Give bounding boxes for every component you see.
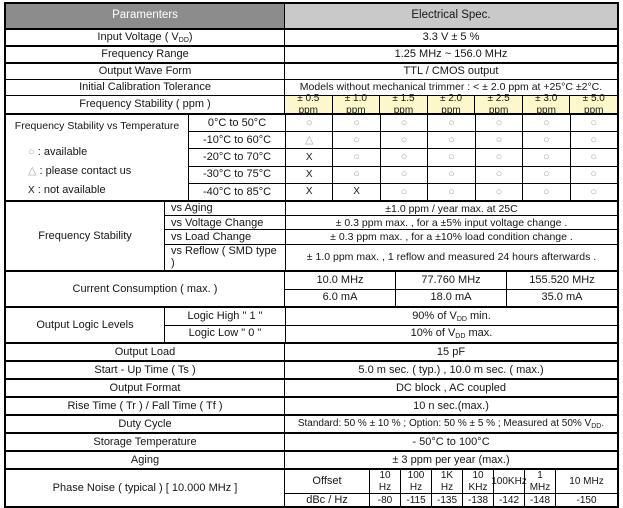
availability-cell: ○ — [522, 132, 569, 148]
availability-cell: ○ — [380, 167, 427, 183]
availability-cell: X — [332, 184, 379, 200]
temp-range: 0°C to 50°C — [207, 116, 267, 129]
stability-row-value: ± 1.0 ppm max. , 1 reflow and measured 24 hours afterwards . — [285, 245, 617, 270]
value-post: min. — [466, 309, 491, 322]
circle-symbol: ○ — [28, 146, 35, 158]
startup-time-value: 5.0 m sec. ( typ.) , 10.0 m sec. ( max.) — [284, 362, 617, 378]
availability-legend — [6, 143, 188, 200]
phase-noise-value: -148 — [524, 494, 555, 507]
offset-label: Offset — [312, 475, 342, 488]
vdd-subscript: DD — [178, 37, 189, 45]
logic-row — [165, 325, 617, 343]
availability-cell: ○ — [332, 115, 379, 131]
electrical-spec-table — [4, 2, 619, 508]
availability-cell: ○ — [475, 132, 522, 148]
value-post: . — [601, 418, 605, 430]
output-format-label: Output Format — [109, 381, 181, 394]
header-electrical-spec: Electrical Spec. — [284, 4, 617, 28]
ppm-option: ± 0.5 ppm — [284, 96, 332, 113]
row-output-wave-form — [6, 62, 617, 79]
stability-row-value: ± 0.3 ppm max. , for a ±5% input voltage change . — [285, 216, 617, 229]
current-frequency: 155.520 MHz — [506, 272, 617, 289]
phase-noise-offset-row — [285, 470, 617, 493]
initial-calibration-label: Initial Calibration Tolerance — [79, 81, 211, 94]
offset-frequency: 1 MHz — [524, 470, 555, 493]
stability-vs-temperature-title: Frequency Stability vs Temperature — [14, 120, 180, 132]
vdd-subscript: DD — [455, 333, 466, 341]
value-text — [411, 327, 493, 340]
offset-frequency: 10 Hz — [369, 470, 400, 493]
temp-range: -10°C to 60°C — [202, 133, 272, 146]
current-frequency: 10.0 MHz — [316, 273, 364, 286]
row-output-load — [6, 342, 617, 360]
section-stability-vs-temperature — [6, 113, 617, 200]
availability-cell: X — [285, 149, 332, 165]
availability-cell: ○ — [570, 132, 617, 148]
value-pre: 90% of V — [412, 309, 457, 322]
offset-frequency: 1K Hz — [431, 470, 462, 493]
triangle-symbol: △ — [28, 165, 37, 177]
availability-cell: ○ — [570, 184, 617, 200]
stability-row-value: ±1.0 ppm / year max. at 25C — [285, 202, 617, 215]
frequency-stability-ppm-label: Frequency Stability ( ppm ) — [79, 98, 211, 111]
output-wave-form-label: Output Wave Form — [98, 65, 192, 78]
phase-noise-grid — [284, 470, 617, 506]
temp-range: -20°C to 70°C — [202, 151, 272, 164]
section-output-logic-levels — [6, 306, 617, 342]
label-pre: Input Voltage ( V — [97, 31, 179, 44]
stability-row-name: vs Load Change — [171, 230, 252, 243]
value-pre: Standard: 50 % ± 10 % ; Option: 50 % ± 5 % ; Measured at 50% V — [297, 418, 592, 430]
frequency-stability-rows — [164, 202, 617, 270]
x-symbol: X — [28, 185, 35, 196]
row-rise-fall-time — [6, 396, 617, 414]
availability-cell: ○ — [332, 132, 379, 148]
availability-cell: ○ — [475, 149, 522, 165]
ppm-option: ± 1.0 ppm — [332, 96, 380, 113]
stability-row-name: vs Aging — [171, 202, 213, 215]
availability-cell: X — [285, 167, 332, 183]
stability-row-name: vs Voltage Change — [171, 216, 264, 229]
offset-frequency: 100 Hz — [400, 470, 431, 493]
availability-cell: ○ — [475, 184, 522, 200]
availability-cell: ○ — [380, 115, 427, 131]
section-frequency-stability — [6, 200, 617, 270]
temp-row — [189, 131, 617, 148]
row-duty-cycle — [6, 414, 617, 432]
stability-row — [165, 215, 617, 229]
row-input-voltage — [6, 28, 617, 45]
offset-frequency: 10 KHz — [462, 470, 493, 493]
phase-noise-value: -142 — [493, 494, 524, 507]
current-value: 6.0 mA — [322, 291, 358, 304]
phase-noise-value: -150 — [555, 494, 617, 507]
row-storage-temperature — [6, 432, 617, 450]
phase-noise-value: -135 — [431, 494, 462, 507]
logic-high-value — [285, 308, 617, 325]
legend-text: : available — [34, 146, 88, 158]
current-value: 35.0 mA — [506, 290, 617, 307]
value-pre: 10% of V — [410, 327, 456, 340]
ppm-option: ± 1.5 ppm — [379, 96, 427, 113]
startup-time-label: Start - Up Time ( Ts ) — [94, 363, 196, 376]
availability-cell: ○ — [427, 132, 474, 148]
availability-cell: ○ — [380, 132, 427, 148]
current-frequency-row — [285, 272, 617, 289]
aging-label: Aging — [130, 453, 160, 466]
output-logic-rows — [164, 308, 617, 342]
header-parameters: Paramenters — [6, 4, 284, 28]
temp-row — [189, 166, 617, 183]
availability-cell: ○ — [570, 167, 617, 183]
output-load-label: Output Load — [114, 345, 176, 358]
stability-row — [165, 229, 617, 243]
availability-cell: ○ — [285, 115, 332, 131]
stability-row — [165, 202, 617, 215]
value-text — [298, 418, 604, 430]
output-load-value: 15 pF — [284, 344, 617, 360]
current-frequency: 77.760 MHz — [395, 272, 506, 289]
availability-cell: ○ — [522, 115, 569, 131]
logic-row — [165, 308, 617, 325]
logic-low-label: Logic Low " 0 " — [188, 327, 262, 340]
current-consumption-label: Current Consumption ( max. ) — [72, 283, 218, 295]
row-frequency-range — [6, 45, 617, 62]
legend-not-available — [28, 181, 188, 200]
temp-range: -30°C to 75°C — [202, 168, 272, 181]
ppm-option: ± 5.0 ppm — [569, 96, 617, 113]
table-header-row — [6, 4, 617, 28]
availability-cell: ○ — [475, 115, 522, 131]
section-current-consumption — [6, 270, 617, 306]
availability-cell: ○ — [332, 167, 379, 183]
stability-vs-temperature-left — [6, 115, 188, 200]
duty-cycle-label: Duty Cycle — [118, 417, 172, 430]
initial-calibration-value: Models without mechanical trimmer : < ± 2.0 ppm at +25°C ±2°C. — [284, 80, 617, 95]
availability-cell: ○ — [522, 149, 569, 165]
current-value-row — [285, 289, 617, 307]
availability-cell: ○ — [570, 149, 617, 165]
temp-row — [189, 115, 617, 131]
phase-noise-value: -115 — [400, 494, 431, 507]
rise-fall-time-label: Rise Time ( Tr ) / Fall Time ( Tf ) — [67, 399, 223, 412]
dbc-hz-label: dBc / Hz — [306, 494, 348, 506]
stability-vs-temperature-grid — [188, 115, 617, 200]
frequency-range-value: 1.25 MHz ~ 156.0 MHz — [284, 47, 617, 62]
temp-range: -40°C to 85°C — [202, 185, 272, 198]
row-aging — [6, 450, 617, 468]
phase-noise-label: Phase Noise ( typical ) [ 10.000 MHz ] — [52, 482, 238, 494]
ppm-option: ± 3.0 ppm — [522, 96, 570, 113]
input-voltage-value: 3.3 V ± 5 % — [284, 30, 617, 45]
legend-available — [28, 143, 188, 162]
stability-row-name: vs Reflow ( SMD type ) — [171, 244, 277, 270]
availability-cell: X — [285, 184, 332, 200]
temp-row — [189, 148, 617, 165]
value-text — [412, 310, 491, 323]
label-text — [97, 31, 192, 44]
output-logic-levels-label: Output Logic Levels — [36, 319, 134, 331]
vdd-subscript: DD — [591, 423, 602, 431]
offset-frequency: 100KHz — [493, 470, 524, 493]
phase-noise-value: -138 — [462, 494, 493, 507]
availability-cell: ○ — [380, 149, 427, 165]
row-output-format — [6, 378, 617, 396]
row-startup-time — [6, 360, 617, 378]
aging-value: ± 3 ppm per year (max.) — [284, 452, 617, 468]
row-frequency-stability-ppm — [6, 93, 617, 116]
availability-cell: ○ — [522, 184, 569, 200]
phase-noise-value: -80 — [369, 494, 400, 507]
rise-fall-time-value: 10 n sec.(max.) — [284, 398, 617, 414]
stability-row — [165, 244, 617, 270]
availability-cell: ○ — [570, 115, 617, 131]
availability-cell: ○ — [427, 115, 474, 131]
phase-noise-value-row — [285, 493, 617, 507]
storage-temperature-label: Storage Temperature — [93, 435, 197, 448]
label-post: ) — [188, 31, 193, 44]
frequency-range-label: Frequency Range — [101, 48, 189, 61]
legend-text: : not available — [34, 184, 106, 196]
availability-cell: ○ — [332, 149, 379, 165]
stability-row-value: ± 0.3 ppm max. , for a ±10% load condition change . — [285, 230, 617, 243]
ppm-option: ± 2.5 ppm — [474, 96, 522, 113]
availability-cell: ○ — [475, 167, 522, 183]
output-wave-form-value: TTL / CMOS output — [284, 64, 617, 79]
input-voltage-label — [6, 30, 284, 45]
availability-cell: ○ — [522, 167, 569, 183]
availability-cell: △ — [285, 132, 332, 148]
duty-cycle-value — [284, 416, 617, 432]
vdd-subscript: DD — [456, 315, 467, 323]
logic-low-value — [285, 326, 617, 343]
temp-row — [189, 183, 617, 200]
availability-cell: ○ — [427, 167, 474, 183]
legend-contact-us — [28, 162, 188, 181]
availability-cell: ○ — [427, 149, 474, 165]
availability-cell: ○ — [380, 184, 427, 200]
ppm-option: ± 2.0 ppm — [427, 96, 475, 113]
availability-cell: ○ — [427, 184, 474, 200]
value-post: max. — [465, 327, 493, 340]
offset-frequency: 10 MHz — [555, 470, 617, 493]
storage-temperature-value: - 50°C to 100°C — [284, 434, 617, 450]
current-consumption-grid — [284, 272, 617, 306]
output-format-value: DC block , AC coupled — [284, 380, 617, 396]
legend-text: : please contact us — [36, 165, 132, 177]
current-value: 18.0 mA — [395, 290, 506, 307]
frequency-stability-label: Frequency Stability — [38, 230, 132, 242]
logic-high-label: Logic High " 1 " — [187, 309, 263, 322]
